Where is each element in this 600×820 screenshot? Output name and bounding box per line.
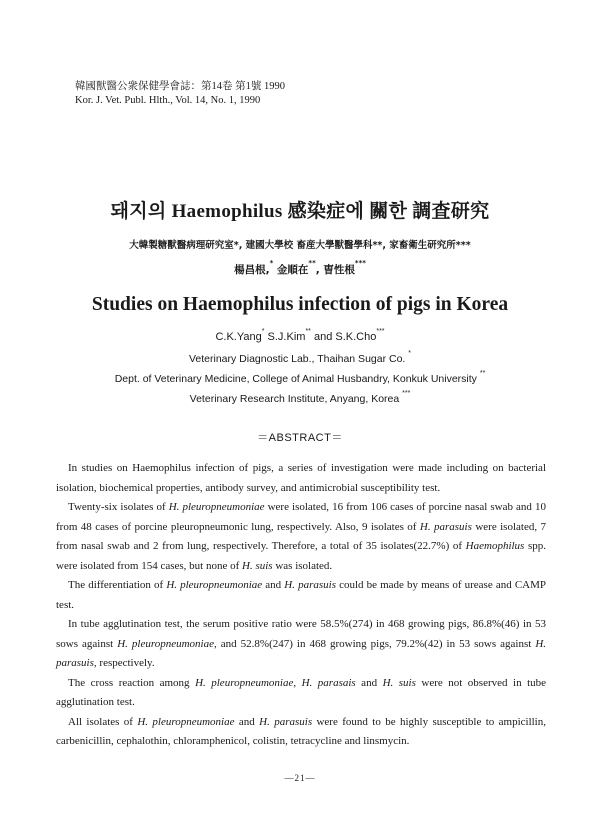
affiliation-1 — [0, 350, 600, 365]
text-run: The cross reaction among — [68, 676, 196, 689]
english-author-1-mark: * — [261, 328, 265, 335]
english-author-3-mark: *** — [376, 328, 385, 335]
abstract-paragraph-3 — [56, 576, 546, 615]
abstract-paragraph-1: In studies on Haemophilus infection of pigs, a series of investigation were made including on bacterial isolation, biochemical properties, antibody survey, and antimicrobial susceptibility test. — [56, 462, 546, 494]
text-run: were isolated, 16 from 106 cases of porcine nasal swab and 10 from 48 cases of porcine pleuropneumonic lung, respectively. Also, 9 isolates of — [56, 501, 546, 533]
affiliation-1-mark: * — [408, 350, 411, 357]
text-run: , and 52.8%(247) in 468 growing pigs, 79.2%(42) in 53 sows against — [214, 637, 536, 650]
english-author-2: S.J.Kim — [267, 331, 306, 343]
abstract-paragraph-5 — [56, 674, 546, 713]
species-name: H. parasuis — [419, 520, 472, 533]
species-name: H. parasuis — [259, 715, 313, 728]
text-run: and — [355, 676, 383, 689]
korean-author-3-mark: *** — [354, 259, 366, 267]
species-name: H. pleuropneumoniae — [195, 676, 294, 689]
species-name: H. pleuropneumoniae — [117, 637, 214, 650]
abstract-heading: ＝ABSTRACT＝ — [257, 432, 343, 444]
affiliation-2 — [0, 370, 600, 385]
text-run: Twenty-six isolates of — [68, 501, 169, 513]
species-name: H. parasuis — [56, 637, 547, 669]
species-name: H. pleuropneumoniae — [168, 501, 265, 513]
journal-citation-english: Kor. J. Vet. Publ. Hlth., Vol. 14, No. 1, 1990 — [75, 95, 261, 106]
affiliation-1-text: Veterinary Diagnostic Lab., Thaihan Sugar Co. — [188, 353, 406, 365]
abstract-paragraph-4 — [56, 615, 546, 674]
species-name: H. parasuis — [284, 579, 336, 591]
abstract-paragraph-2 — [56, 498, 546, 576]
korean-author-2: 金順在 — [276, 264, 309, 276]
korean-author-3: 曺性根 — [323, 264, 355, 276]
abstract-body — [56, 459, 546, 752]
english-title: Studies on Haemophilus infection of pigs in Korea — [91, 294, 509, 315]
affiliation-3-mark: *** — [402, 390, 411, 397]
affiliation-3-text: Veterinary Research Institute, Anyang, Korea — [189, 393, 400, 405]
english-author-2-mark: ** — [305, 328, 311, 335]
species-name: H. pleuropneumoniae — [137, 715, 235, 728]
korean-affiliations: 大韓製糖獸醫病理研究室*, 建國大學校 畜産大學獸醫學科**, 家畜衛生研究所*** — [129, 240, 471, 251]
text-run: and — [234, 715, 260, 728]
species-name: Haemophilus — [465, 540, 525, 552]
text-run: In tube agglutination test, the serum positive ratio were 58.5%(274) in 468 growing pigs, 86.8%(46) in 53 sows against — [56, 618, 546, 650]
affiliation-2-mark: ** — [479, 370, 486, 377]
english-author-and: and — [313, 331, 333, 343]
korean-title: 돼지의 Haemophilus 感染症에 關한 調査研究 — [110, 201, 490, 222]
journal-citation-korean: 韓國獸醫公衆保健學會誌：第14卷 第1號 1990 — [75, 81, 285, 92]
species-name: H. suis — [382, 676, 416, 689]
text-run: could be made by means of urease and CAMP test. — [56, 579, 546, 611]
abstract-paragraph-6 — [56, 713, 546, 752]
text-run: All isolates of — [68, 715, 138, 728]
text-run: were not observed in tube agglutination test. — [56, 676, 547, 708]
species-name: H. parasais — [301, 676, 356, 689]
korean-author-1-mark: * — [269, 259, 274, 267]
text-run: was isolated. — [272, 559, 333, 572]
english-author-3: S.K.Cho — [335, 331, 377, 343]
text-run: , — [293, 676, 302, 689]
text-run: were found to be highly susceptible to ampicillin, carbenicillin, cephalothin, chloramphenicol, colistin, tetracycline and linsmycin. — [56, 715, 546, 747]
affiliation-2-text: Dept. of Veterinary Medicine, College of Animal Husbandry, Konkuk University — [114, 373, 477, 385]
text-run: were isolated, 7 from nasal swab and 2 from lung, respectively. Therefore, a total of 35 isolates(22.7%) of — [56, 520, 547, 552]
species-name: H. suis — [242, 559, 273, 572]
text-run: , respectively. — [93, 657, 155, 669]
species-name: H. pleuropneumoniae — [166, 579, 263, 591]
text-run: and — [262, 579, 285, 591]
english-authors — [0, 328, 600, 343]
text-run: The differentiation of — [68, 579, 167, 591]
page-number: —21— — [284, 773, 316, 783]
affiliation-3 — [0, 390, 600, 405]
korean-author-1: 楊昌根, — [234, 264, 270, 276]
english-author-1: C.K.Yang — [215, 331, 262, 343]
text-run: spp. were isolated from 154 cases, but none of — [56, 540, 547, 572]
korean-author-2-mark: ** — [308, 259, 316, 267]
korean-authors: 楊昌根,* 金順在**, 曺性根*** — [234, 259, 366, 276]
journal-citation — [75, 80, 285, 108]
